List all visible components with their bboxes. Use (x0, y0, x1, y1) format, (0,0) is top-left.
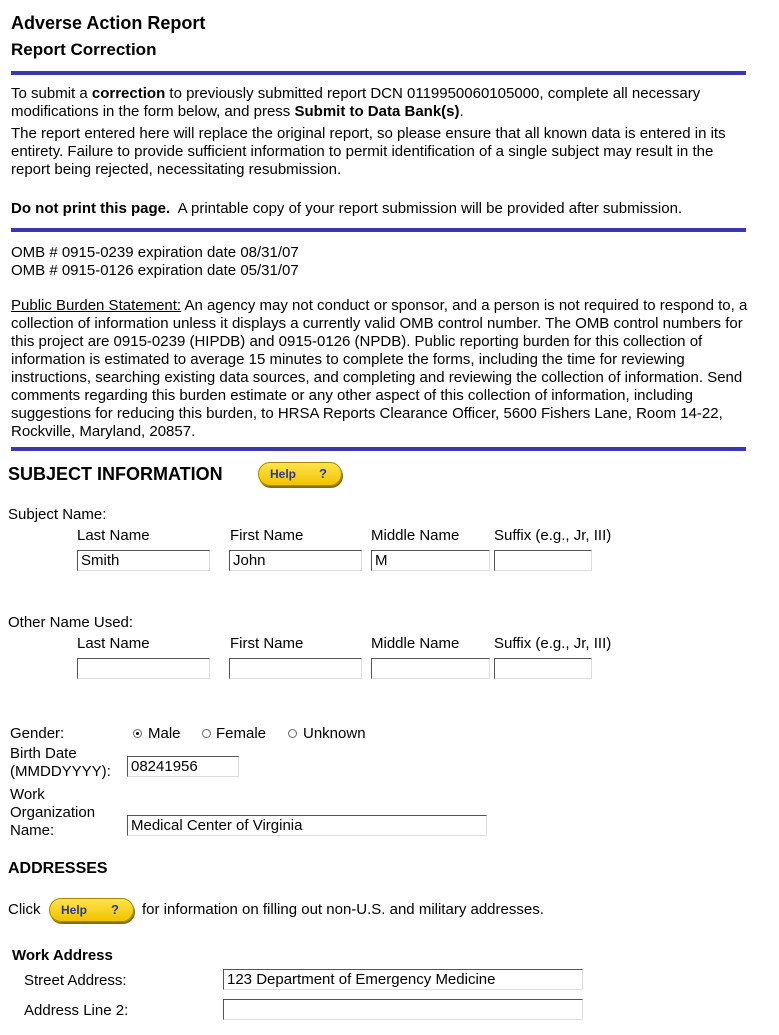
col-middle-name: Middle Name (371, 527, 460, 544)
col-middle-name: Middle Name (371, 635, 460, 652)
middle-name-input[interactable]: M (371, 550, 490, 571)
col-suffix: Suffix (e.g., Jr, III) (494, 527, 612, 544)
gender-male-label: Male (148, 725, 181, 742)
work-address-title: Work Address (12, 947, 113, 964)
gender-label: Gender: (10, 725, 65, 742)
divider (11, 447, 746, 451)
gender-female-radio[interactable] (202, 729, 211, 738)
question-icon: ? (319, 466, 327, 481)
public-burden-statement: Public Burden Statement: An agency may not conduct or sponsor, and a person is not required to respond to, a collection of information unless it displays a currently valid OMB control number. The OMB control numbers for this project are 0915-0239 (HIPDB) and 0915-0126 (NPDB). Public reporting burden for this collection of information is estimated to average 15 minutes to complete the forms, including the time for reviewing instructions, searching existing data sources, and completing and reviewing the collection of information. Send comments regarding this burden estimate or any other aspect of this collection of information, including suggestions for reducing this burden, to HRSA Reports Clearance Officer, 5600 Fishers Lane, Room 14-22, Rockville, Maryland, 20857. (11, 297, 748, 440)
burden-link[interactable]: Public Burden Statement: (11, 297, 182, 314)
col-last-name: Last Name (77, 527, 150, 544)
subject-section-title: SUBJECT INFORMATION (8, 464, 223, 484)
street-address-label: Street Address: (24, 972, 127, 989)
question-icon: ? (111, 902, 119, 917)
intro-paragraph: To submit a correction to previously submitted report DCN 0119950060105000, complete all necessary modifications in the form below, and press Submit to Data Bank(s). (11, 85, 701, 120)
omb-line-1: OMB # 0915-0239 expiration date 08/31/07 (11, 244, 299, 261)
col-first-name: First Name (230, 635, 304, 652)
other-last-name-input[interactable] (77, 658, 210, 679)
addresses-section-title: ADDRESSES (8, 860, 108, 877)
subject-help-button[interactable]: Help ? (258, 462, 342, 486)
print-notice: Do not print this page. A printable copy of your report submission will be provided after submission. (11, 200, 683, 217)
other-suffix-input[interactable] (494, 658, 592, 679)
other-first-name-input[interactable] (229, 658, 362, 679)
gender-unknown-radio[interactable] (288, 729, 297, 738)
birth-date-format: (MMDDYYYY): (10, 763, 111, 780)
click-text: Click (8, 901, 41, 918)
divider (11, 228, 746, 232)
org-label-3: Name: (10, 822, 55, 839)
page-subtitle: Report Correction (11, 40, 157, 59)
addresses-help-info: for information on filling out non-U.S. and military addresses. (142, 901, 544, 918)
birth-date-label: Birth Date (10, 745, 77, 762)
col-last-name: Last Name (77, 635, 150, 652)
gender-male-radio[interactable] (133, 729, 142, 738)
suffix-input[interactable] (494, 550, 592, 571)
replace-notice: The report entered here will replace the original report, so please ensure that all known data is entered in its entirety. Failure to provide sufficient information to permit identification of a single subject may result in the report being rejected, necessitating resubmission. (11, 125, 726, 178)
page-title: Adverse Action Report (11, 13, 206, 33)
address-line-2-label: Address Line 2: (24, 1002, 129, 1019)
subject-name-label: Subject Name: (8, 506, 107, 523)
gender-unknown-label: Unknown (303, 725, 366, 742)
col-suffix: Suffix (e.g., Jr, III) (494, 635, 612, 652)
last-name-input[interactable]: Smith (77, 550, 210, 571)
org-label-2: Organization (10, 804, 96, 821)
gender-female-label: Female (216, 725, 267, 742)
other-name-label: Other Name Used: (8, 614, 134, 631)
street-address-input[interactable]: 123 Department of Emergency Medicine (223, 969, 583, 990)
divider (11, 71, 746, 75)
col-first-name: First Name (230, 527, 304, 544)
first-name-input[interactable]: John (229, 550, 362, 571)
omb-line-2: OMB # 0915-0126 expiration date 05/31/07 (11, 262, 299, 279)
other-middle-name-input[interactable] (371, 658, 490, 679)
birth-date-input[interactable]: 08241956 (127, 756, 239, 777)
org-label-1: Work (10, 786, 45, 803)
addresses-help-button[interactable]: Help ? (49, 898, 134, 922)
work-organization-input[interactable]: Medical Center of Virginia (127, 815, 487, 836)
address-line-2-input[interactable] (223, 999, 583, 1020)
